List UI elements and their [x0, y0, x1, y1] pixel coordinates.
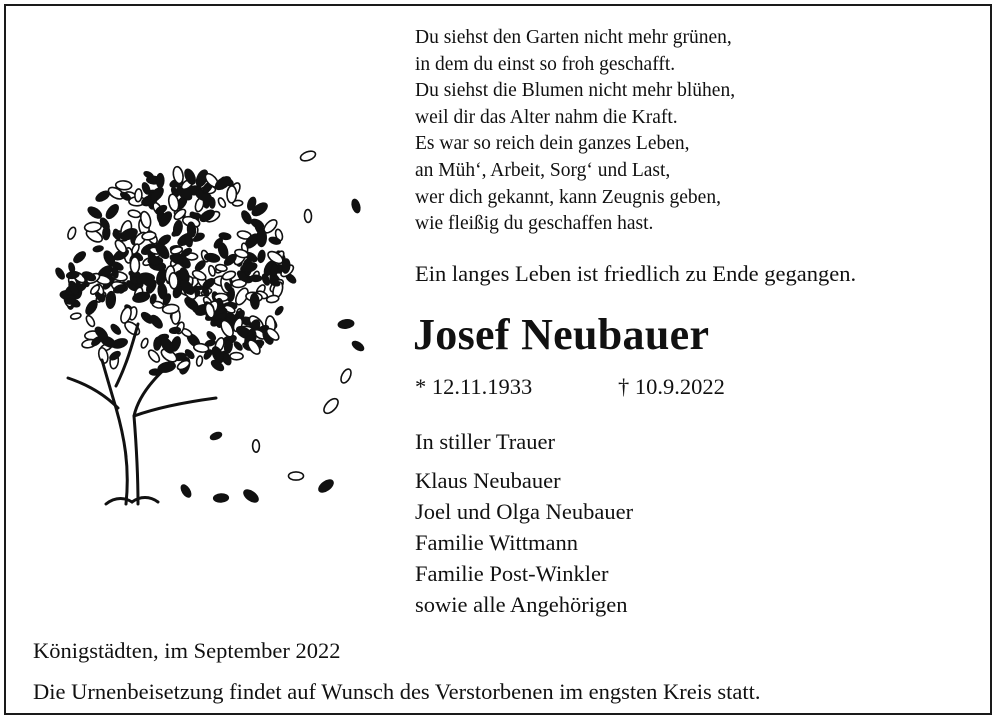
place-date: Königstädten, im September 2022 [33, 638, 341, 663]
burial-notice: Die Urnenbeisetzung findet auf Wunsch des Verstorbenen im engsten Kreis statt. [33, 679, 761, 704]
mourning-heading: In stiller Trauer [415, 429, 555, 454]
mourners-list [415, 465, 633, 620]
obituary-card [4, 4, 992, 715]
death-date: † 10.9.2022 [618, 374, 725, 399]
poem-line: wie fleißig du geschaffen hast. [415, 213, 654, 235]
intro-text: Ein langes Leben ist friedlich zu Ende gegangen. [415, 261, 857, 286]
poem-line: in dem du einst so froh geschafft. [415, 53, 676, 75]
birth-date: * 12.11.1933 [415, 374, 533, 399]
mourner-name: Familie Wittmann [415, 530, 579, 555]
mourner-name: Joel und Olga Neubauer [415, 499, 634, 524]
poem-line: wer dich gekannt, kann Zeugnis geben, [415, 186, 721, 208]
mourner-name: Familie Post-Winkler [415, 561, 609, 586]
poem-line: an Müh‘, Arbeit, Sorg‘ und Last, [415, 159, 671, 181]
poem-line: weil dir das Alter nahm die Kraft. [415, 106, 678, 128]
poem-line: Du siehst den Garten nicht mehr grünen, [415, 27, 732, 48]
poem [415, 25, 975, 238]
mourner-name: sowie alle Angehörigen [415, 592, 628, 617]
poem-line: Du siehst die Blumen nicht mehr blühen, [415, 80, 736, 102]
mourner-name: Klaus Neubauer [415, 468, 561, 493]
windblown-tree-icon [46, 146, 376, 516]
poem-line: Es war so reich dein ganzes Leben, [415, 133, 690, 155]
deceased-name: Josef Neubauer [413, 310, 710, 359]
